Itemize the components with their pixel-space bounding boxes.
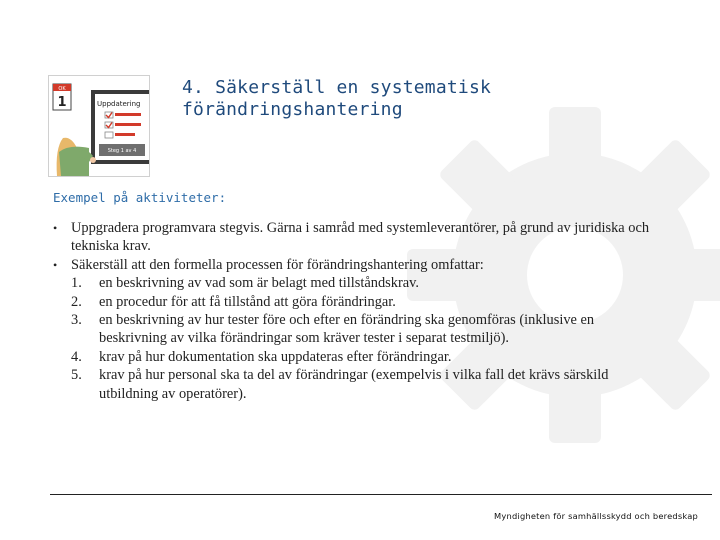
calendar-header: OK — [58, 86, 66, 92]
item-number: 5. — [71, 367, 82, 384]
item-text: en beskrivning av hur tester före och efter en förändring ska genomföras (inklusive en beskrivning av vilka förändringar som kräver tester i separat testmiljö). — [99, 312, 595, 347]
bullet-marker: • — [53, 257, 58, 272]
footer-divider — [50, 494, 712, 495]
bullet-text: Uppgradera programvara stegvis. Gärna i samråd med systemleverantörer, på grund av juridiska och tekniska krav. — [71, 220, 650, 255]
item-number: 2. — [71, 293, 82, 310]
item-text: krav på hur dokumentation ska uppdateras efter förändringar. — [99, 348, 452, 365]
title-line-2: förändringshantering — [182, 99, 403, 120]
numbered-item — [71, 348, 653, 366]
calendar-number: 1 — [57, 95, 67, 110]
list-item — [53, 219, 653, 256]
person-icon — [57, 138, 96, 176]
screen-caption: Steg 1 av 4 — [107, 148, 137, 154]
activity-list — [53, 219, 653, 403]
monitor-icon — [91, 90, 149, 164]
bullet-marker: • — [53, 221, 58, 235]
item-number: 1. — [71, 275, 82, 292]
item-number: 3. — [71, 312, 82, 329]
slide-title — [182, 77, 612, 121]
title-line-1: 4. Säkerställ en systematisk — [182, 77, 492, 98]
examples-subheading: Exempel på aktiviteter: — [53, 190, 227, 205]
numbered-item — [71, 366, 653, 403]
bullet-text: Säkerställ att den formella processen för förändringshantering omfattar: — [71, 256, 484, 273]
item-text: en procedur för att få tillstånd att göra förändringar. — [99, 293, 396, 310]
numbered-item — [71, 274, 653, 292]
calendar-icon — [53, 84, 71, 110]
list-item — [53, 256, 653, 274]
item-number: 4. — [71, 348, 82, 365]
update-illustration — [48, 75, 150, 177]
item-text: krav på hur personal ska ta del av förändringar (exempelvis i vilka fall det krävs särskild utbildning av operatörer). — [99, 367, 609, 402]
numbered-item — [71, 293, 653, 311]
item-text: en beskrivning av vad som är belagt med tillståndskrav. — [99, 275, 419, 292]
numbered-item — [71, 311, 653, 348]
screen-heading: Uppdatering — [97, 100, 141, 108]
footer-agency-name: Myndigheten för samhällsskydd och beredskap — [494, 511, 698, 521]
